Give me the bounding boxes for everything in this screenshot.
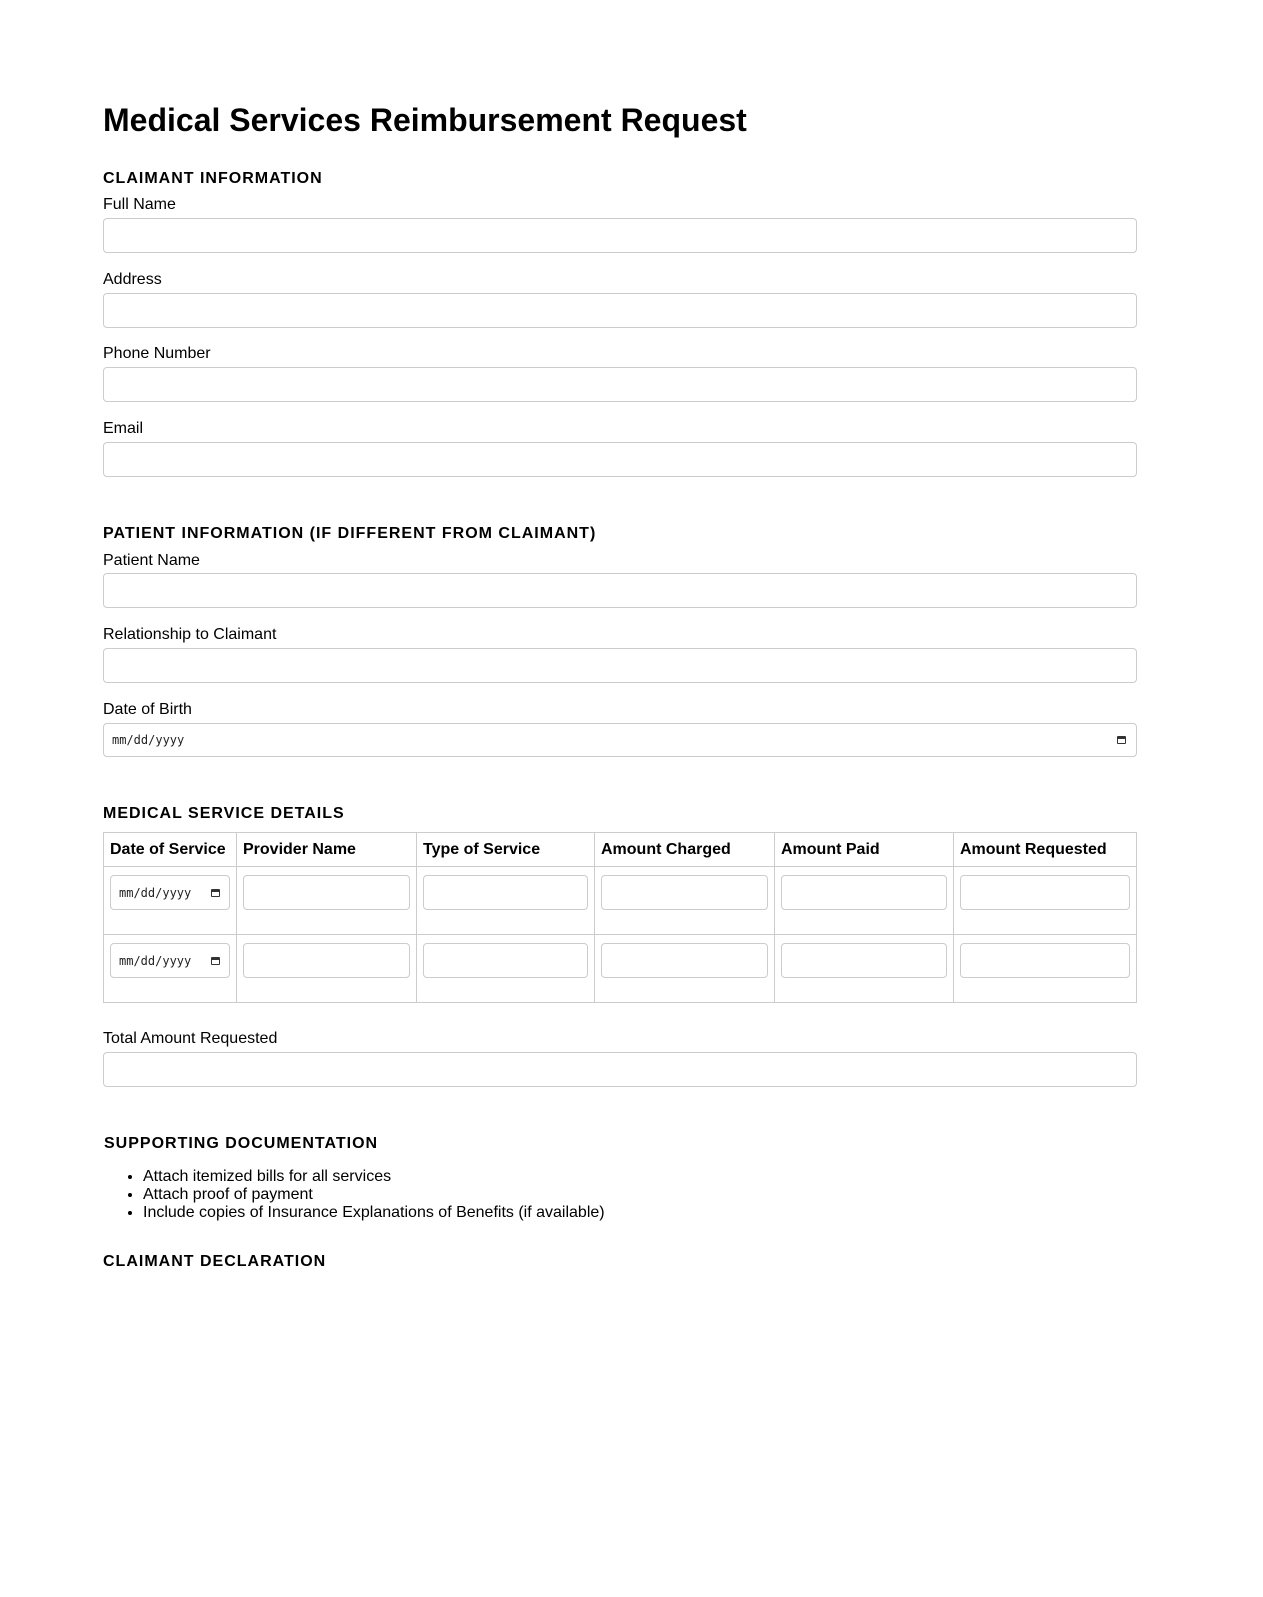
type-of-service-input[interactable] — [423, 875, 588, 910]
relationship-input[interactable] — [103, 648, 1137, 683]
list-item: • Attach itemized bills for all services — [143, 1168, 605, 1186]
list-item: • Include copies of Insurance Explanations of Benefits (if available) — [143, 1204, 605, 1222]
date-of-birth-input[interactable] — [103, 723, 1137, 757]
address-input[interactable] — [103, 293, 1137, 328]
date-of-service-input[interactable] — [110, 875, 230, 910]
column-header-paid: Amount Paid — [775, 833, 954, 867]
column-header-provider: Provider Name — [237, 833, 417, 867]
relationship-label: Relationship to Claimant — [103, 626, 277, 643]
column-header-charged: Amount Charged — [595, 833, 775, 867]
provider-name-input[interactable] — [243, 875, 410, 910]
table-row — [104, 867, 1137, 935]
amount-paid-input[interactable] — [781, 943, 947, 978]
table-row — [104, 935, 1137, 1003]
address-label: Address — [103, 271, 162, 288]
date-placeholder: mm/dd/yyyy — [119, 885, 192, 900]
total-amount-input[interactable] — [103, 1052, 1137, 1087]
full-name-label: Full Name — [103, 196, 176, 213]
column-header-requested: Amount Requested — [954, 833, 1137, 867]
section-heading-claimant: CLAIMANT INFORMATION — [103, 170, 323, 187]
calendar-icon[interactable] — [211, 957, 220, 965]
date-of-birth-label: Date of Birth — [103, 701, 192, 718]
column-header-type: Type of Service — [417, 833, 595, 867]
section-heading-declaration: CLAIMANT DECLARATION — [103, 1253, 327, 1270]
email-label: Email — [103, 420, 144, 437]
section-heading-services: MEDICAL SERVICE DETAILS — [103, 805, 345, 822]
patient-name-label: Patient Name — [103, 552, 200, 569]
page-title: Medical Services Reimbursement Request — [103, 102, 747, 138]
documentation-list — [103, 1168, 605, 1222]
section-heading-patient: PATIENT INFORMATION (IF DIFFERENT FROM CLAIMANT) — [103, 525, 597, 542]
amount-requested-input[interactable] — [960, 943, 1130, 978]
section-heading-documentation: SUPPORTING DOCUMENTATION — [104, 1135, 379, 1152]
calendar-icon[interactable] — [1117, 736, 1126, 744]
total-amount-label: Total Amount Requested — [103, 1030, 278, 1047]
list-item: • Attach proof of payment — [143, 1186, 605, 1204]
date-placeholder: mm/dd/yyyy — [119, 953, 192, 968]
date-placeholder: mm/dd/yyyy — [112, 733, 185, 747]
amount-requested-input[interactable] — [960, 875, 1130, 910]
phone-number-label: Phone Number — [103, 345, 211, 362]
calendar-icon[interactable] — [211, 889, 220, 897]
column-header-date: Date of Service — [104, 833, 237, 867]
amount-charged-input[interactable] — [601, 875, 768, 910]
full-name-input[interactable] — [103, 218, 1137, 253]
amount-paid-input[interactable] — [781, 875, 947, 910]
email-input[interactable] — [103, 442, 1137, 477]
type-of-service-input[interactable] — [423, 943, 588, 978]
amount-charged-input[interactable] — [601, 943, 768, 978]
date-of-service-input[interactable] — [110, 943, 230, 978]
table-header-row — [104, 833, 1137, 867]
services-table — [103, 832, 1137, 1003]
patient-name-input[interactable] — [103, 573, 1137, 608]
phone-number-input[interactable] — [103, 367, 1137, 402]
provider-name-input[interactable] — [243, 943, 410, 978]
